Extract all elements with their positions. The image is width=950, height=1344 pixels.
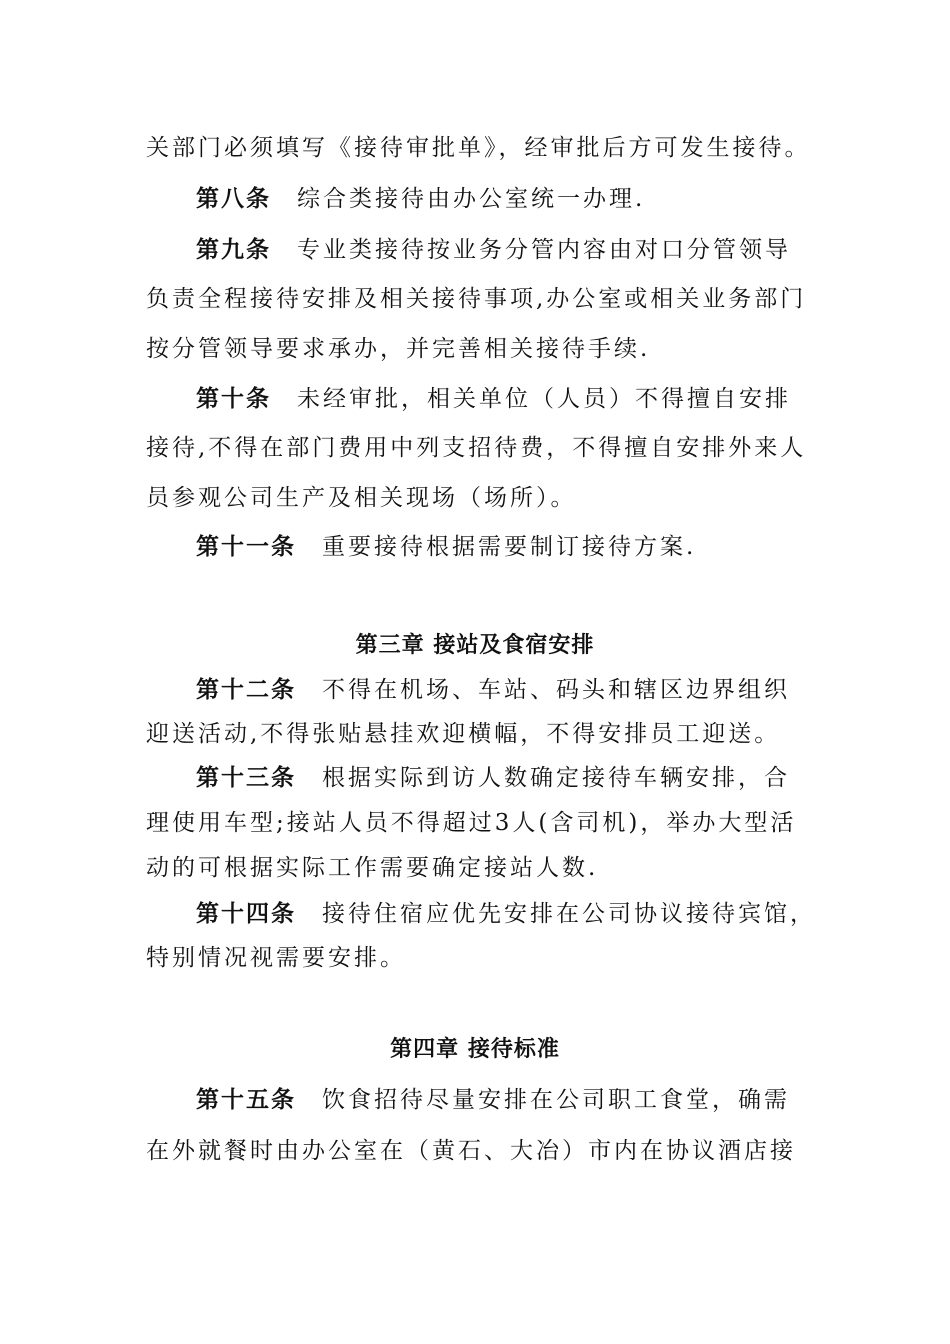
article-number: 第九条 [196, 237, 271, 263]
article-number: 第十五条 [196, 1087, 296, 1113]
article-9 [196, 235, 876, 265]
article-number: 第十一条 [196, 534, 296, 560]
article-8 [196, 184, 876, 214]
article-text: 综合类接待由办公室统一办理. [297, 186, 646, 212]
paragraph-line: 负责全程接待安排及相关接待事项,办公室或相关业务部门 [146, 286, 807, 312]
article-text: 未经审批，相关单位（人员）不得擅自安排 [297, 386, 791, 412]
paragraph-line: 特别情况视需要安排。 [146, 945, 406, 971]
paragraph-line: 关部门必须填写《接待审批单》，经审批后方可发生接待。 [146, 135, 811, 161]
paragraph-line: 动的可根据实际工作需要确定接站人数. [146, 855, 599, 881]
article-number: 第十条 [196, 386, 271, 412]
article-text: 专业类接待按业务分管内容由对口分管领导 [297, 237, 791, 263]
article-text: 不得在机场、车站、码头和辖区边界组织 [322, 677, 790, 703]
article-text: 接待住宿应优先安排在公司协议接待宾馆， [322, 901, 816, 927]
article-15 [196, 1085, 876, 1115]
article-14 [196, 899, 876, 929]
article-number: 第十三条 [196, 765, 296, 791]
article-13 [196, 763, 876, 793]
chapter-heading: 第三章 接站及食宿安排 [355, 633, 595, 658]
paragraph-line: 理使用车型;接站人员不得超过3人(含司机)，举办大型活 [146, 810, 797, 836]
article-text: 根据实际到访人数确定接待车辆安排，合 [322, 765, 790, 791]
article-12 [196, 675, 876, 705]
article-number: 第八条 [196, 186, 271, 212]
paragraph-line: 迎送活动,不得张贴悬挂欢迎横幅，不得安排员工迎送。 [146, 721, 781, 747]
article-11 [196, 532, 876, 562]
article-number: 第十二条 [196, 677, 296, 703]
paragraph-line: 在外就餐时由办公室在（黄石、大冶）市内在协议酒店接 [146, 1138, 796, 1164]
article-number: 第十四条 [196, 901, 296, 927]
article-text: 重要接待根据需要制订接待方案. [322, 534, 697, 560]
paragraph-line: 接待,不得在部门费用中列支招待费，不得擅自安排外来人 [146, 435, 807, 461]
article-text: 饮食招待尽量安排在公司职工食堂，确需 [322, 1087, 790, 1113]
paragraph-line: 按分管领导要求承办，并完善相关接待手续. [146, 336, 651, 362]
paragraph-line: 员参观公司生产及相关现场（场所）。 [146, 485, 577, 511]
chapter-heading: 第四章 接待标准 [390, 1037, 560, 1062]
article-10 [196, 384, 876, 414]
